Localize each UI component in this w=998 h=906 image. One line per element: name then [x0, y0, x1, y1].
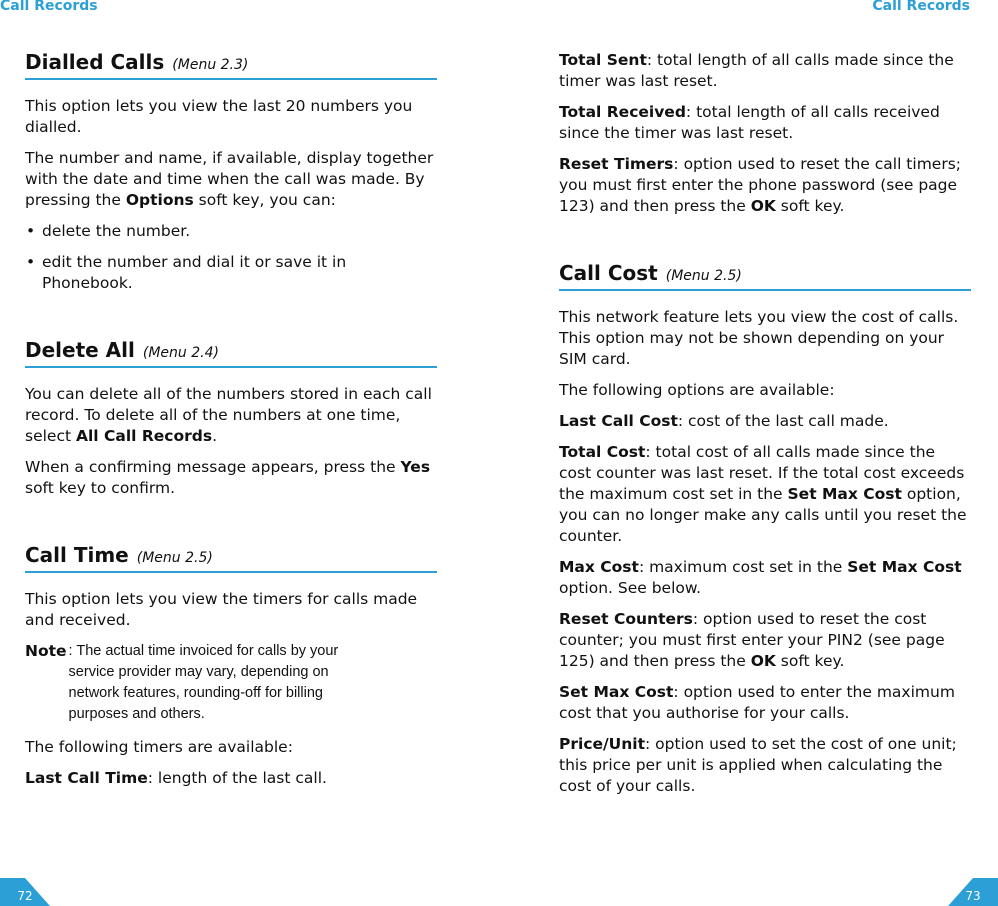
paragraph: Total Sent: total length of all calls made since the timer was last reset.	[559, 51, 954, 90]
section-heading-call-time	[25, 543, 437, 573]
section-heading-call-cost	[559, 261, 971, 291]
paragraph: Total Cost: total cost of all calls made since the cost counter was last reset. If the total cost exceeds the maximum cost set in the Set Max Cost option, you can no longer make any calls until you reset the counter.	[559, 443, 967, 545]
bullet-item: • delete the number.	[25, 221, 437, 242]
paragraph: When a confirming message appears, press the Yes soft key to confirm.	[25, 458, 431, 497]
section-title: Delete All	[25, 338, 135, 362]
paragraph: The following options are available:	[559, 381, 835, 399]
paragraph: This network feature lets you view the cost of calls. This option may not be shown depending on your SIM card.	[559, 308, 959, 368]
section-title: Call Time	[25, 543, 129, 567]
paragraph: This option lets you view the last 20 numbers you dialled.	[25, 97, 413, 136]
right-column	[559, 50, 971, 807]
section-title: Dialled Calls	[25, 50, 165, 74]
section-menu-ref: (Menu 2.5)	[665, 268, 742, 284]
paragraph: Price/Unit: option used to set the cost of one unit; this price per unit is applied when calculating the cost of your calls.	[559, 735, 957, 795]
note	[25, 641, 437, 725]
section-menu-ref: (Menu 2.5)	[136, 550, 213, 566]
paragraph: Last Call Time: length of the last call.	[25, 769, 327, 787]
paragraph: Reset Counters: option used to reset the cost counter; you must first enter your PIN2 (see page 125) and then press the OK soft key.	[559, 610, 945, 670]
page-number-badge	[0, 878, 50, 906]
paragraph: The number and name, if available, display together with the date and time when the call was made. By pressing the Options soft key, you can:	[25, 149, 434, 209]
note-text: : The actual time invoiced for calls by your service provider may vary, depending on network features, rounding-off for billing purposes and others.	[68, 643, 339, 722]
note-label: Note	[25, 642, 67, 660]
section-menu-ref: (Menu 2.4)	[142, 345, 219, 361]
page-number: 73	[965, 889, 981, 903]
paragraph: Set Max Cost: option used to enter the maximum cost that you authorise for your calls.	[559, 683, 955, 722]
right-page	[499, 0, 998, 906]
paragraph: Max Cost: maximum cost set in the Set Max Cost option. See below.	[559, 558, 962, 597]
page-number-badge	[948, 878, 998, 906]
paragraph: The following timers are available:	[25, 738, 293, 756]
paragraph: You can delete all of the numbers stored in each call record. To delete all of the numbers at one time, select All Call Records.	[25, 385, 432, 445]
bullet-item: • edit the number and dial it or save it in Phonebook.	[25, 252, 437, 294]
running-head: Call Records	[872, 0, 970, 14]
left-column	[25, 50, 437, 799]
paragraph: This option lets you view the timers for calls made and received.	[25, 590, 418, 629]
page-number: 72	[17, 889, 33, 903]
running-head: Call Records	[0, 0, 98, 14]
section-heading-delete-all	[25, 338, 437, 368]
section-heading-dialled-calls	[25, 50, 437, 80]
paragraph: Total Received: total length of all calls received since the timer was last reset.	[559, 103, 940, 142]
bullet-list	[25, 221, 437, 294]
section-menu-ref: (Menu 2.3)	[172, 57, 249, 73]
paragraph: Reset Timers: option used to reset the call timers; you must first enter the phone password (see page 123) and then press the OK soft key.	[559, 155, 961, 215]
paragraph: Last Call Cost: cost of the last call made.	[559, 412, 889, 430]
section-title: Call Cost	[559, 261, 658, 285]
